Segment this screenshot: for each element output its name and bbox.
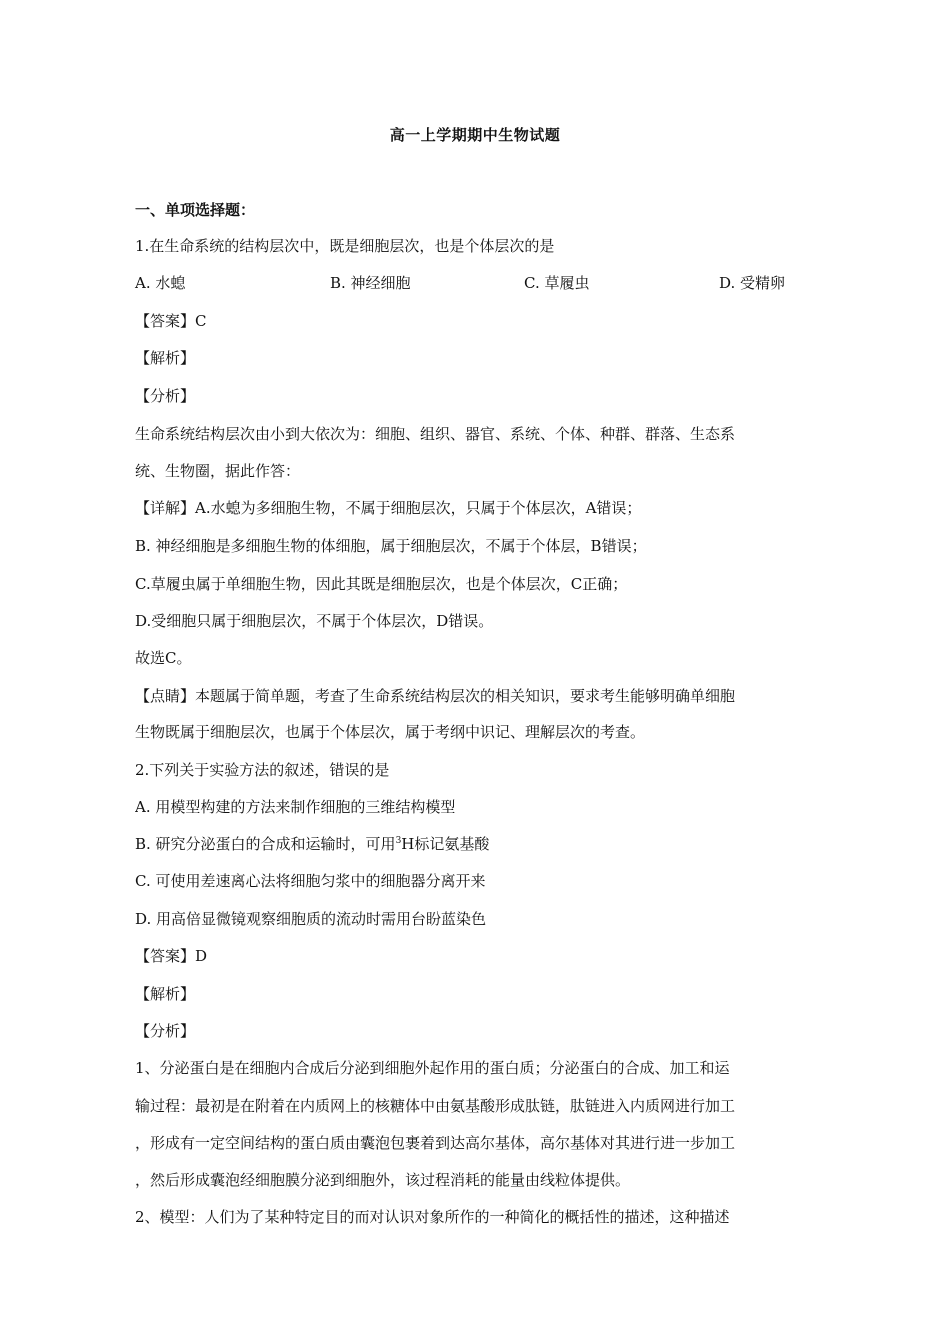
q1-detail-line: D.受细胞只属于细胞层次，不属于个体层次，D错误。 [135,612,494,630]
q1-detail-line: 故选C。 [135,649,192,667]
q1-detail-line: B. 神经细胞是多细胞生物的体细胞，属于细胞层次，不属于个体层，B错误； [135,537,647,555]
q2-fenxi-heading: 【分析】 [135,1022,196,1040]
q1-option-b: B. 神经细胞 [330,274,411,292]
q1-option-a: A. 水螅 [135,274,186,292]
q1-comment-line: 生物既属于细胞层次，也属于个体层次，属于考纲中识记、理解层次的考查。 [135,723,646,741]
q1-fenxi-line: 生命系统结构层次由小到大依次为：细胞、组织、器官、系统、个体、种群、群落、生态系 [135,425,736,443]
q2-option-c: C. 可使用差速离心法将细胞匀浆中的细胞器分离开来 [135,872,486,890]
q2-option-d: D. 用高倍显微镜观察细胞质的流动时需用台盼蓝染色 [135,910,487,928]
q2-option-b-superscript: 3 [395,836,402,846]
q1-detail-line: C.草履虫属于单细胞生物，因此其既是细胞层次，也是个体层次，C正确； [135,575,628,593]
q1-option-c: C. 草履虫 [524,274,590,292]
q2-option-a: A. 用模型构建的方法来制作细胞的三维结构模型 [135,798,456,816]
q2-stem: 2.下列关于实验方法的叙述，错误的是 [135,761,390,779]
q2-option-b-text-end: H标记氨基酸 [401,835,490,853]
section-heading: 一、单项选择题： [135,201,256,219]
q2-fenxi-line: 1、分泌蛋白是在细胞内合成后分泌到细胞外起作用的蛋白质；分泌蛋白的合成、加工和运 [135,1059,730,1077]
q1-fenxi-line: 统、生物圈，据此作答： [135,462,301,480]
q2-analysis-heading: 【解析】 [135,985,196,1003]
q2-fenxi-line: 输过程：最初是在附着在内质网上的核糖体中由氨基酸形成肽链，肽链进入内质网进行加工 [135,1097,736,1115]
q1-comment-line: 【点睛】本题属于简单题，考查了生命系统结构层次的相关知识，要求考生能够明确单细胞 [135,687,736,705]
q1-analysis-heading: 【解析】 [135,349,196,367]
document-title: 高一上学期期中生物试题 [389,126,561,144]
q2-option-b [135,834,815,854]
q1-detail-line: 【详解】A.水螅为多细胞生物，不属于细胞层次，只属于个体层次，A错误； [135,499,642,517]
q2-fenxi-line: ，形成有一定空间结构的蛋白质由囊泡包裹着到达高尔基体，高尔基体对其进行进一步加工 [135,1134,736,1152]
q2-answer: 【答案】D [135,947,208,965]
q2-option-b-text: B. 研究分泌蛋白的合成和运输时，可用 [135,835,396,853]
q1-answer: 【答案】C [135,312,207,330]
q1-option-d: D. 受精卵 [719,274,786,292]
q2-fenxi-line: ，然后形成囊泡经细胞膜分泌到细胞外，该过程消耗的能量由线粒体提供。 [135,1171,631,1189]
q1-fenxi-heading: 【分析】 [135,387,196,405]
q1-stem: 1.在生命系统的结构层次中，既是细胞层次，也是个体层次的是 [135,237,555,255]
q2-fenxi-line: 2、模型：人们为了某种特定目的而对认识对象所作的一种简化的概括性的描述，这种描述 [135,1208,730,1226]
